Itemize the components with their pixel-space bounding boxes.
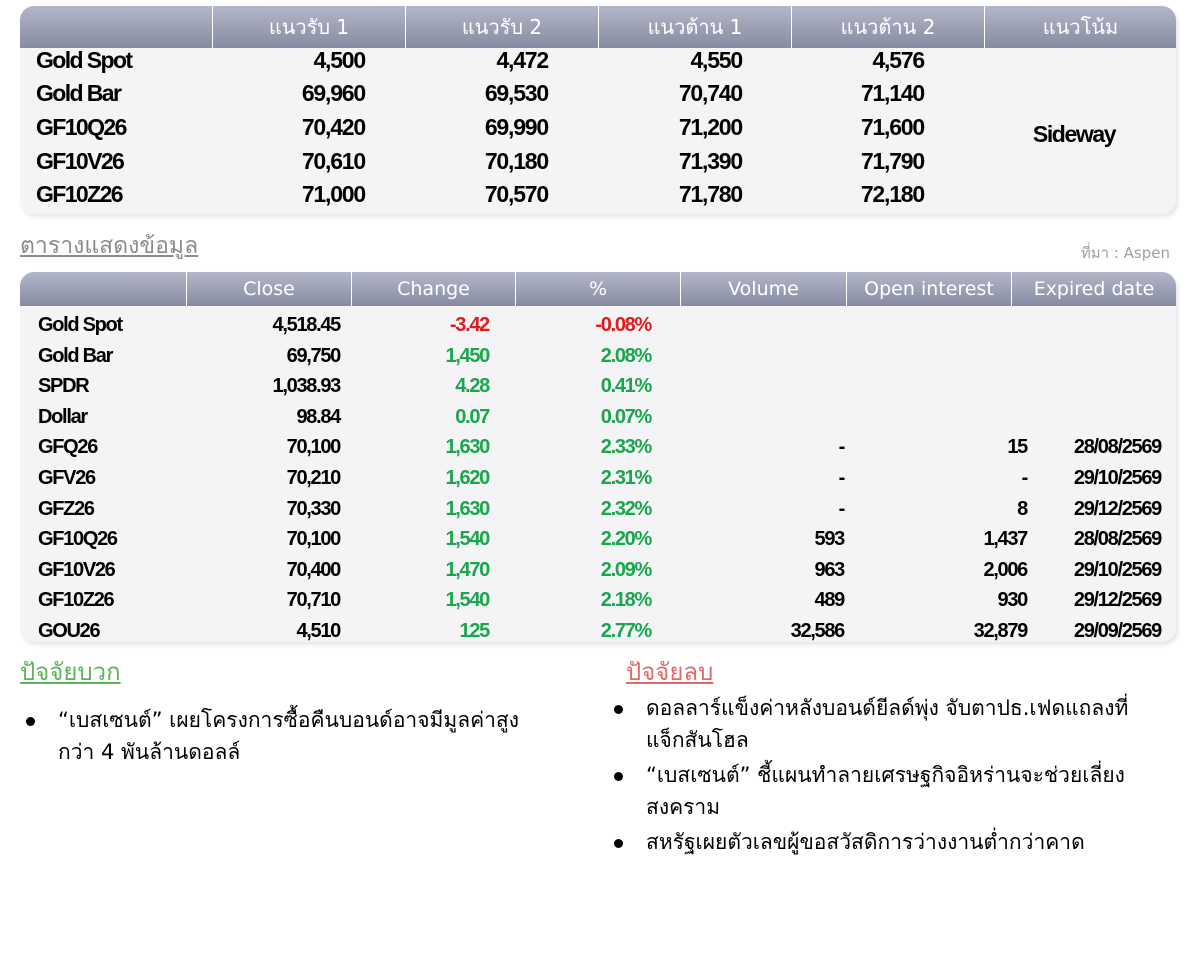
support-2-value: 69,990	[484, 114, 548, 140]
table-row	[20, 178, 1176, 211]
negative-factors-title: ปัจจัยลบ	[626, 658, 714, 686]
change-value: 1,630	[445, 436, 489, 459]
expired-date-value	[1011, 402, 1161, 433]
header-close: Close	[186, 272, 351, 306]
change-value: 1,470	[445, 558, 489, 581]
percent-value: 2.31%	[600, 467, 651, 489]
close-value: 70,100	[286, 528, 340, 551]
bullet-icon	[614, 705, 623, 714]
close-value: 70,100	[286, 436, 340, 459]
support-1-value: 70,420	[301, 114, 365, 140]
resistance-1-value: 71,390	[678, 148, 742, 174]
list-item	[608, 759, 1168, 823]
open-interest-value: 2,006	[983, 558, 1027, 581]
support-1-value: 69,960	[301, 80, 365, 106]
percent-value: 2.09%	[600, 558, 651, 581]
header-expired-date: Expired date	[1011, 272, 1176, 306]
instrument-name: Gold Spot	[36, 47, 132, 73]
support-1-value: 4,500	[313, 47, 365, 73]
volume-value: 593	[814, 528, 844, 551]
volume-value: 963	[814, 558, 844, 581]
market-data-table	[20, 272, 1176, 642]
close-value: 4,510	[296, 620, 340, 642]
table-row	[20, 44, 1176, 77]
table-row	[20, 555, 1176, 586]
close-value: 69,750	[286, 344, 340, 367]
bullet-icon	[614, 772, 623, 781]
change-value: 1,450	[445, 344, 489, 367]
support-2-value: 70,570	[484, 181, 548, 207]
instrument-name: GFQ26	[38, 436, 98, 459]
close-value: 70,400	[286, 558, 340, 581]
table-row	[20, 402, 1176, 433]
table-row	[20, 585, 1176, 616]
table-row	[20, 341, 1176, 372]
list-item	[608, 692, 1168, 756]
change-value: -3.42	[449, 314, 489, 336]
open-interest-value: 930	[997, 589, 1027, 612]
table-row	[20, 77, 1176, 110]
expired-date-value: 28/08/2569	[1073, 528, 1161, 551]
factor-text: “เบสเซนต์” ชี้แผนทำลายเศรษฐกิจอิหร่านจะช่วยเลี่ยงสงคราม	[646, 763, 1125, 819]
header-open-interest: Open interest	[846, 272, 1011, 306]
header-blank	[20, 6, 212, 48]
support-table-header	[20, 6, 1176, 48]
open-interest-value: 32,879	[973, 620, 1027, 642]
instrument-name: Dollar	[38, 405, 87, 428]
header-change: Change	[351, 272, 515, 306]
expired-date-value	[1011, 371, 1161, 402]
data-table-header	[20, 272, 1176, 306]
resistance-2-value: 72,180	[860, 181, 924, 207]
open-interest-value	[846, 402, 1027, 433]
list-item	[20, 704, 540, 768]
expired-date-value: 29/10/2569	[1073, 558, 1161, 581]
resistance-2-value: 4,576	[872, 47, 924, 73]
close-value: 70,330	[286, 497, 340, 520]
change-value: 1,620	[445, 467, 489, 489]
factor-text: “เบสเซนต์” เผยโครงการซื้อคืนบอนด์อาจมีมูลค่าสูงกว่า 4 พันล้านดอลล์	[58, 708, 519, 764]
open-interest-value	[846, 341, 1027, 372]
open-interest-value	[846, 371, 1027, 402]
support-1-value: 71,000	[301, 181, 365, 207]
header-support-2: แนวรับ 2	[405, 6, 598, 48]
header-blank	[20, 272, 186, 306]
factor-text: สหรัฐเผยตัวเลขผู้ขอสวัสดิการว่างงานต่ำกว่าคาด	[646, 830, 1085, 854]
volume-value	[680, 310, 844, 341]
expired-date-value	[1011, 310, 1161, 341]
open-interest-value: 15	[1007, 436, 1027, 459]
instrument-name: GFZ26	[38, 497, 94, 520]
trend-value: Sideway	[1032, 121, 1116, 147]
instrument-name: Gold Spot	[38, 314, 122, 336]
percent-value: 2.18%	[600, 589, 651, 612]
positive-factors-title: ปัจจัยบวก	[20, 658, 121, 686]
resistance-1-value: 71,780	[678, 181, 742, 207]
percent-value: 0.07%	[600, 405, 651, 428]
change-value: 4.28	[455, 375, 489, 398]
header-trend: แนวโน้ม	[984, 6, 1176, 48]
volume-value: 489	[814, 589, 844, 612]
expired-date-value: 29/09/2569	[1073, 620, 1161, 642]
volume-value: -	[838, 436, 844, 459]
resistance-2-value: 71,140	[860, 80, 924, 106]
percent-value: 2.32%	[600, 497, 651, 520]
close-value: 4,518.45	[272, 314, 340, 336]
volume-value: 32,586	[790, 620, 844, 642]
percent-value: 0.41%	[600, 375, 651, 398]
resistance-1-value: 70,740	[678, 80, 742, 106]
percent-value: 2.20%	[600, 528, 651, 551]
resistance-2-value: 71,790	[860, 148, 924, 174]
change-value: 0.07	[455, 405, 489, 428]
instrument-name: Gold Bar	[38, 344, 113, 367]
resistance-1-value: 71,200	[678, 114, 742, 140]
volume-value	[680, 341, 844, 372]
resistance-2-value: 71,600	[860, 114, 924, 140]
change-value: 1,540	[445, 528, 489, 551]
table-row	[20, 616, 1176, 642]
percent-value: 2.77%	[600, 620, 651, 642]
volume-value	[680, 402, 844, 433]
negative-factors-list	[608, 692, 1168, 861]
instrument-name: GOU26	[38, 620, 100, 642]
change-value: 1,540	[445, 589, 489, 612]
open-interest-value	[846, 310, 1027, 341]
table-row	[20, 463, 1176, 494]
instrument-name: GF10Q26	[36, 114, 126, 140]
positive-factors-list	[20, 704, 540, 771]
support-1-value: 70,610	[301, 148, 365, 174]
header-resistance-2: แนวต้าน 2	[791, 6, 984, 48]
expired-date-value: 29/10/2569	[1073, 467, 1161, 489]
percent-value: -0.08%	[595, 314, 651, 336]
change-value: 1,630	[445, 497, 489, 520]
bullet-icon	[614, 839, 623, 848]
close-value: 1,038.93	[272, 375, 340, 398]
list-item	[608, 826, 1168, 858]
close-value: 70,710	[286, 589, 340, 612]
table-row	[20, 371, 1176, 402]
source-note: ที่มา : Aspen	[1080, 244, 1170, 262]
percent-value: 2.33%	[600, 436, 651, 459]
expired-date-value: 29/12/2569	[1073, 589, 1161, 612]
instrument-name: GF10V26	[38, 558, 115, 581]
close-value: 98.84	[296, 405, 340, 428]
instrument-name: GF10Z26	[38, 589, 114, 612]
support-2-value: 4,472	[496, 47, 548, 73]
header-percent: %	[515, 272, 680, 306]
close-value: 70,210	[286, 467, 340, 489]
open-interest-value: -	[1021, 467, 1027, 489]
expired-date-value	[1011, 341, 1161, 372]
instrument-name: GF10Q26	[38, 528, 117, 551]
support-2-value: 69,530	[484, 80, 548, 106]
instrument-name: GF10V26	[36, 148, 124, 174]
volume-value: -	[838, 497, 844, 520]
instrument-name: GF10Z26	[36, 181, 122, 207]
open-interest-value: 8	[1017, 497, 1027, 520]
header-support-1: แนวรับ 1	[212, 6, 405, 48]
percent-value: 2.08%	[600, 344, 651, 367]
table-row	[20, 310, 1176, 341]
table-row	[20, 524, 1176, 555]
bullet-icon	[26, 717, 35, 726]
factor-text: ดอลลาร์แข็งค่าหลังบอนด์ยีลด์พุ่ง จับตาปธ.เฟดแถลงที่แจ็กสันโฮล	[646, 696, 1129, 752]
instrument-name: GFV26	[38, 467, 95, 489]
volume-value: -	[838, 467, 844, 489]
change-value: 125	[459, 620, 489, 642]
section-title: ตารางแสดงข้อมูล	[20, 233, 199, 259]
table-row	[20, 494, 1176, 525]
instrument-name: Gold Bar	[36, 80, 121, 106]
expired-date-value: 29/12/2569	[1073, 497, 1161, 520]
support-2-value: 70,180	[484, 148, 548, 174]
open-interest-value: 1,437	[983, 528, 1027, 551]
table-row	[20, 432, 1176, 463]
volume-value	[680, 371, 844, 402]
header-volume: Volume	[680, 272, 846, 306]
resistance-1-value: 4,550	[690, 47, 742, 73]
expired-date-value: 28/08/2569	[1073, 436, 1161, 459]
instrument-name: SPDR	[38, 375, 89, 398]
header-resistance-1: แนวต้าน 1	[598, 6, 791, 48]
support-resistance-table	[20, 6, 1176, 214]
